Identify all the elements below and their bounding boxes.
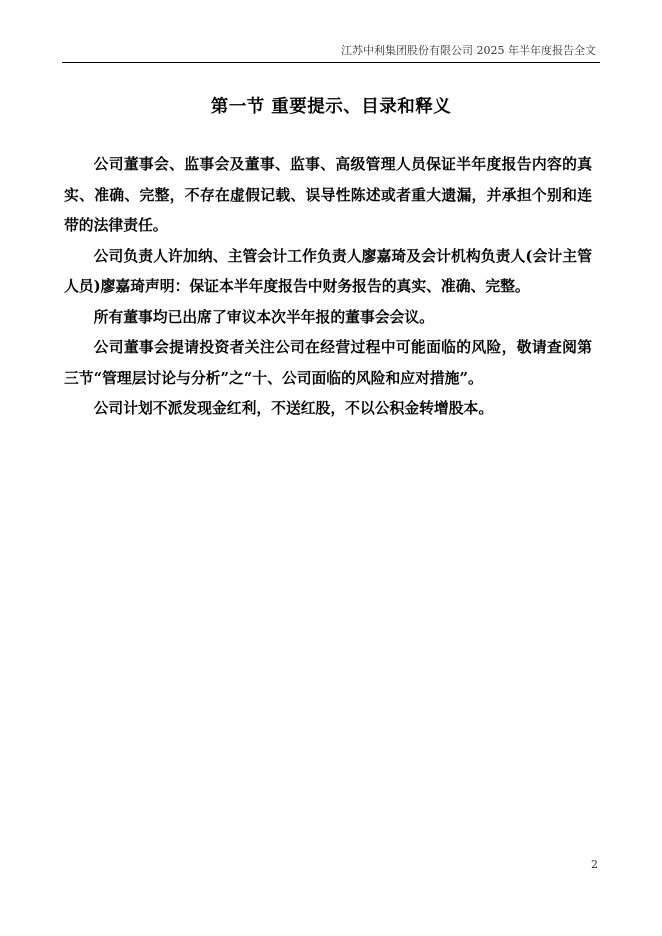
page-number: 2	[591, 858, 598, 871]
paragraph-board-guarantee: 公司董事会、监事会及董事、监事、高级管理人员保证半年度报告内容的真实、准确、完整，不存在虚假记载、误导性陈述或者重大遗漏，并承担个别和连带的法律责任。	[64, 156, 592, 234]
section-title: 第一节 重要提示、目录和释义	[210, 97, 452, 117]
running-header: 江苏中利集团股份有限公司 2025 年半年度报告全文	[341, 44, 596, 57]
document-body	[64, 150, 592, 425]
paragraph-risk-notice: 公司董事会提请投资者关注公司在经营过程中可能面临的风险，敬请查阅第三节“管理层讨论与分析”之“十、公司面临的风险和应对措施”。	[64, 339, 592, 387]
paragraph-responsible-persons-statement: 公司负责人许加纳、主管会计工作负责人廖嘉琦及会计机构负责人(会计主管人员)廖嘉琦声明：保证本半年度报告中财务报告的真实、准确、完整。	[64, 247, 592, 295]
paragraph-dividend-plan: 公司计划不派发现金红利，不送红股，不以公积金转增股本。	[93, 400, 494, 417]
header-divider	[62, 62, 600, 63]
paragraph-directors-attendance: 所有董事均已出席了审议本次半年报的董事会会议。	[93, 308, 434, 326]
